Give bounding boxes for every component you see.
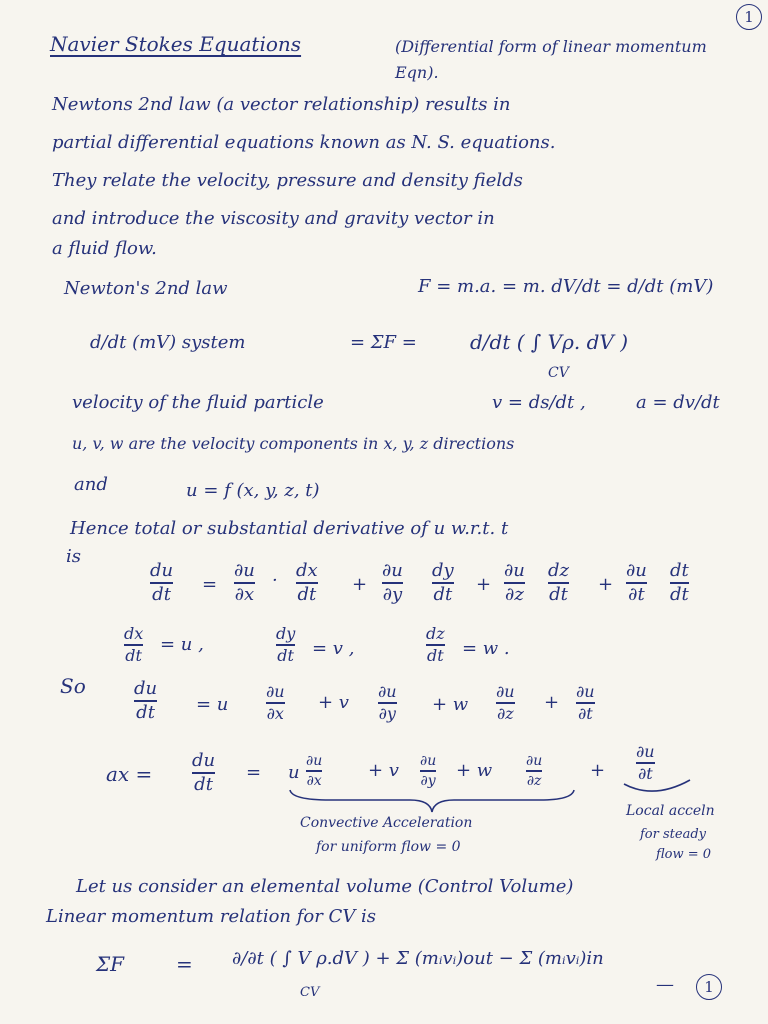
system-equation-lhs: d/dt (mV) system <box>90 332 246 353</box>
cv-subscript: CV <box>300 985 320 1000</box>
fraction-partial: ∂u ∂t <box>636 742 655 783</box>
fraction-derivative: dt dt <box>670 560 689 605</box>
fraction-partial: ∂u ∂x <box>234 560 255 605</box>
fraction-derivative: dz dt <box>548 560 570 605</box>
fraction-derivative: dx dt <box>296 560 318 605</box>
so-term-plus: + <box>544 692 560 713</box>
plus-sign: + <box>476 574 492 595</box>
ax-term-plus: + <box>590 760 606 781</box>
ax-label: ax = <box>106 762 153 786</box>
ax-term-w: + w <box>456 760 493 781</box>
fraction-partial: ∂u ∂z <box>504 560 525 605</box>
function-equation: u = f (x, y, z, t) <box>186 480 320 501</box>
hence-line: Hence total or substantial derivative of u w.r.t. t <box>70 518 509 539</box>
fraction-partial: ∂u ∂y <box>420 753 437 789</box>
system-equation-mid: = ΣF = <box>350 332 417 353</box>
dx-dt-value: = u , <box>160 634 204 655</box>
dz-dt-value: = w . <box>462 638 510 659</box>
newton-equation: F = m.a. = m. dV/dt = d/dt (mV) <box>418 276 714 297</box>
fraction-partial: ∂u ∂z <box>496 682 515 723</box>
so-term-u: = u <box>196 694 229 715</box>
acceleration-definition: a = dv/dt <box>636 392 720 413</box>
intro-line: and introduce the viscosity and gravity vector in <box>52 208 495 229</box>
is-label: is <box>66 546 81 567</box>
convective-label: Convective Acceleration <box>300 815 473 831</box>
equals-sign: = <box>202 574 218 595</box>
fraction-partial: ∂u ∂t <box>626 560 647 605</box>
intro-line: Newtons 2nd law (a vector relationship) results in <box>52 94 511 115</box>
equation-number: 1 <box>696 974 722 1000</box>
fraction-partial: ∂u ∂x <box>306 753 323 789</box>
so-label: So <box>60 674 86 698</box>
system-equation-rhs: d/dt ( ∫ Vρ. dV ) <box>470 330 628 354</box>
local-accel-note: for steady <box>640 827 706 842</box>
elemental-line: Let us consider an elemental volume (Control Volume) <box>76 876 574 897</box>
local-accel-note: flow = 0 <box>656 847 712 862</box>
intro-line: a fluid flow. <box>52 238 157 259</box>
fraction-dx-dt: dx dt <box>124 624 144 665</box>
fraction-dz-dt: dz dt <box>426 624 445 665</box>
fraction-partial: ∂u ∂y <box>382 560 403 605</box>
and-label: and <box>74 474 108 495</box>
local-accel-label: Local acceln <box>626 803 715 819</box>
velocity-definition: v = ds/dt , <box>492 392 586 413</box>
final-eq-equals: = <box>176 952 193 976</box>
fraction-partial: ∂u ∂x <box>266 682 285 723</box>
dot-operator: · <box>272 570 278 591</box>
intro-line: partial differential equations known as N. S. equations. <box>52 132 556 153</box>
linear-momentum-line: Linear momentum relation for CV is <box>46 906 377 927</box>
fraction-derivative: dy dt <box>432 560 454 605</box>
velocity-line: velocity of the fluid particle <box>72 392 324 413</box>
so-term-w: + w <box>432 694 469 715</box>
newton-label: Newton's 2nd law <box>64 278 228 299</box>
plus-sign: + <box>352 574 368 595</box>
fraction-du-dt: du dt <box>150 560 174 605</box>
page-number: 1 <box>736 4 762 30</box>
components-line: u, v, w are the velocity components in x, y, z directions <box>72 434 515 453</box>
page-subtitle: (Differential form of linear momentum Eqn). <box>395 37 707 82</box>
dy-dt-value: = v , <box>312 638 355 659</box>
final-eq-rhs: ∂/∂t ( ∫ V ρ.dV ) + Σ (mᵢvᵢ)out − Σ (mᵢvᵢ)in <box>232 948 604 969</box>
fraction-partial: ∂u ∂z <box>526 753 543 789</box>
convective-note: for uniform flow = 0 <box>316 839 461 855</box>
page-title: Navier Stokes Equations <box>50 32 302 56</box>
intro-line: They relate the velocity, pressure and density fields <box>52 170 523 191</box>
fraction-du-dt: du dt <box>192 750 216 795</box>
fraction-dy-dt: dy dt <box>276 624 296 665</box>
final-eq-lhs: ΣF <box>96 952 125 976</box>
plus-sign: + <box>598 574 614 595</box>
cv-subscript: CV <box>548 365 569 381</box>
fraction-du-dt: du dt <box>134 678 158 723</box>
equals-sign: = <box>246 762 262 783</box>
ax-term-u: u <box>288 762 300 783</box>
fraction-partial: ∂u ∂y <box>378 682 397 723</box>
ax-term-v: + v <box>368 760 399 781</box>
equation-dash: — <box>656 974 674 995</box>
fraction-partial: ∂u ∂t <box>576 682 595 723</box>
so-term-v: + v <box>318 692 349 713</box>
